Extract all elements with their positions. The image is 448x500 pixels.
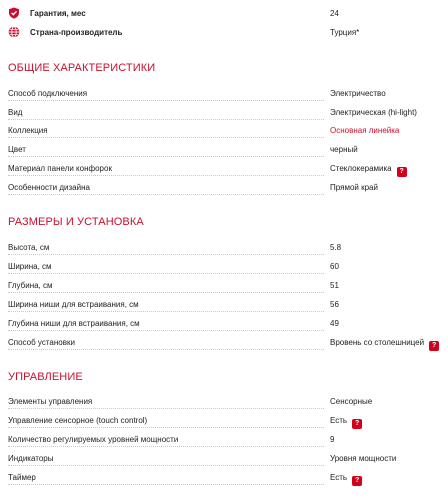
spec-row [8,335,440,351]
row-divider [8,273,324,274]
row-divider [8,156,324,157]
spec-value: 60 [330,262,339,271]
spec-value: 5.8 [330,243,342,252]
spec-row [8,297,440,313]
row-divider [8,311,324,312]
spec-row [8,240,440,256]
spec-value-text: Вровень со столешницей [330,338,425,347]
spec-label: Глубина, см [8,281,53,290]
spec-row-country [8,25,440,41]
spec-value: 9 [330,435,335,444]
row-divider [8,349,324,350]
spec-value: 49 [330,319,339,328]
spec-value: 56 [330,300,339,309]
section-title-sizes: РАЗМЕРЫ И УСТАНОВКА [8,216,144,228]
spec-label: Способ установки [8,338,75,347]
spec-row [8,86,440,102]
spec-row-warranty [8,6,440,22]
spec-value: Прямой край [330,183,378,192]
spec-label: Ширина ниши для встраивания, см [8,300,139,309]
spec-value: 51 [330,281,339,290]
spec-label: Вид [8,108,23,117]
row-divider [8,427,324,428]
spec-label: Управление сенсорное (touch control) [8,416,148,425]
spec-value: Уровня мощности [330,454,397,463]
spec-row [8,123,440,139]
spec-label: Индикаторы [8,454,54,463]
spec-value: Турция* [330,28,360,37]
collection-link[interactable]: Основная линейка [330,126,400,135]
spec-value: 24 [330,9,339,18]
row-divider [8,484,324,485]
spec-row [8,180,440,196]
spec-label: Ширина, см [8,262,52,271]
spec-row [8,394,440,410]
spec-row [8,451,440,467]
spec-row [8,316,440,332]
spec-label: Коллекция [8,126,48,135]
spec-row [8,432,440,448]
row-divider [8,330,324,331]
help-icon[interactable]: ? [397,167,407,177]
spec-row [8,142,440,158]
spec-label: Гарантия, мес [30,9,86,18]
row-divider [8,175,324,176]
help-icon[interactable]: ? [352,419,362,429]
spec-row [8,470,440,486]
spec-label: Способ подключения [8,89,88,98]
spec-value-text: Есть [330,416,348,425]
section-title-control: УПРАВЛЕНИЕ [8,371,83,383]
spec-label: Глубина ниши для встраивания, см [8,319,140,328]
shield-check-icon [8,7,20,19]
section-title-general: ОБЩИЕ ХАРАКТЕРИСТИКИ [8,62,156,74]
spec-row [8,413,440,429]
help-icon[interactable]: ? [352,476,362,486]
spec-value: Электрическая (hi-light) [330,108,417,117]
spec-label: Таймер [8,473,36,482]
spec-label: Высота, см [8,243,50,252]
row-divider [8,408,324,409]
spec-label: Количество регулируемых уровней мощности [8,435,179,444]
spec-value [330,416,362,429]
spec-value: черный [330,145,358,154]
spec-row [8,105,440,121]
spec-row [8,259,440,275]
spec-value: Электричество [330,89,386,98]
row-divider [8,100,324,101]
spec-value [330,473,362,486]
spec-value [330,338,439,351]
row-divider [8,465,324,466]
row-divider [8,194,324,195]
spec-label: Страна-производитель [30,28,123,37]
row-divider [8,119,324,120]
spec-value-text: Есть [330,473,348,482]
spec-row [8,161,440,177]
spec-label: Элементы управления [8,397,93,406]
globe-icon [8,26,20,38]
row-divider [8,292,324,293]
row-divider [8,137,324,138]
spec-value [330,164,407,177]
spec-row [8,278,440,294]
spec-value-text: Стеклокерамика [330,164,392,173]
spec-value: Сенсорные [330,397,373,406]
row-divider [8,254,324,255]
help-icon[interactable]: ? [429,341,439,351]
row-divider [8,446,324,447]
spec-label: Материал панели конфорок [8,164,112,173]
spec-label: Особенности дизайна [8,183,90,192]
spec-label: Цвет [8,145,26,154]
